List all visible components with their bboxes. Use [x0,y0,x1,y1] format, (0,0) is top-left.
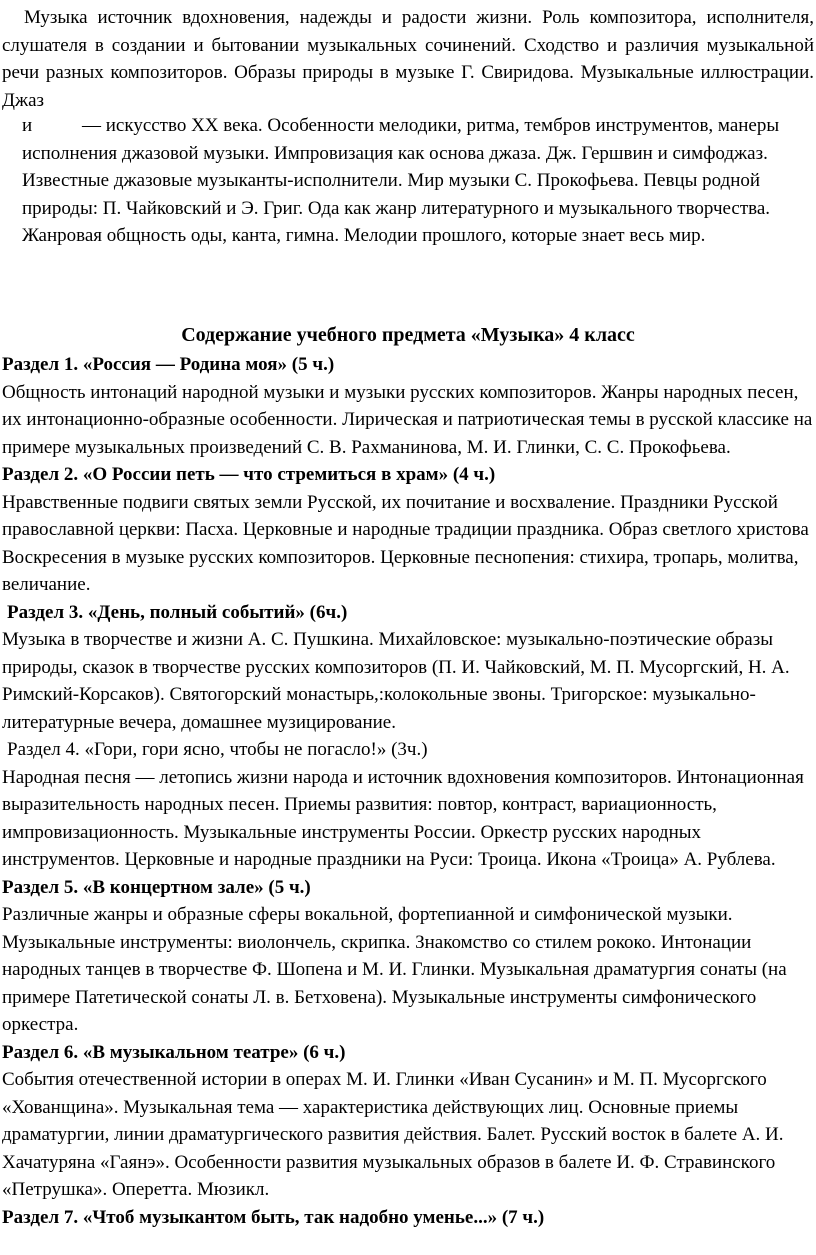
section-3-body: Музыка в творчестве и жизни А. С. Пушкина. Михайловское: музыкально-поэтические образы природы, сказок в творчестве русских композиторов (П. И. Чайковский, М. П. Мусоргский, Н. А. Римский-Корсаков). Святогорский монастырь,:колокольные звоны. Тригорское: музыкально-литературные вечера, домашнее музицирование. [2,629,790,733]
section-2-body: Нравственные подвиги святых земли Русской, их почитание и восхваление. Праздники Русской православной церкви: Пасха. Церковные и народные традиции праздника. Образ светлого христова Воскресения в музыке русских композиторов. Церковные песнопения: стихира, тропарь, молитва, величание. [2,491,809,595]
intro-continuation-text: — искусство XX века. Особенности мелодики, ритма, тембров инструментов, манеры исполнения джазовой музыки. Импровизация как основа джаза. Дж. Гершвин и симфоджаз. Известные джазовые музыканты-исполнители. Мир музыки С. Прокофьева. Певцы родной природы: П. Чайковский и Э. Григ. Ода как жанр литературного и музыкального творчества. Жанровая общность оды, канта, гимна. Мелодии прошлого, которые знает весь мир. [22,115,780,246]
section-2-heading: Раздел 2. «О России петь — что стремиться в храм» (4 ч.) [2,464,496,485]
section-7-heading: Раздел 7. «Чтоб музыкантом быть, так надобно уменье...» (7 ч.) [2,1206,545,1228]
section-1-body: Общность интонаций народной музыки и музыки русских композиторов. Жанры народных песен, их интонационно-образные особенности. Лирическая и патриотическая темы в русской классике на примере музыкальных произведений С. В. Рахманинова, М. И. Глинки, С. С. Прокофьева. [2,381,813,458]
section-4-heading: Раздел 4. «Гори, гори ясно, чтобы не погасло!» (3ч.) [7,739,428,760]
intro-paragraph: Музыка источник вдохновения, надежды и радости жизни. Роль композитора, исполнителя, слушателя в создании и бытовании музыкальных сочинений. Сходство и различия музыкальной речи разных композиторов. Образы природы в музыке Г. Свиридова. Музыкальные иллюстрации. Джаз [2,7,814,111]
section-4-body: Народная песня — летопись жизни народа и источник вдохновения композиторов. Интонационная выразительность народных песен. Приемы развития: повтор, контраст, вариационность, импровизационность. Музыкальные инструменты России. Оркестр русских народных инструментов. Церковные и народные праздники на Руси: Троица. Икона «Троица» А. Рублева. [2,766,804,870]
sections-list [2,351,814,1231]
section-3-heading: Раздел 3. «День, полный событий» (6ч.) [7,601,348,623]
intro-lead-word: и [22,115,33,136]
section-5-body: Различные жанры и образные сферы вокальной, фортепианной и симфонической музыки. Музыкальные инструменты: виолончель, скрипка. Знакомство со стилем рококо. Интонации народных танцев в творчестве Ф. Шопена и М. И. Глинки. Музыкальная драматургия сонаты (на примере Патетической сонаты Л. в. Бетховена). Музыкальные инструменты симфонического оркестра. [2,904,787,1035]
section-6-heading: Раздел 6. «В музыкальном театре» (6 ч.) [2,1041,346,1063]
intro-continuation [22,112,802,250]
section-6-body: События отечественной истории в операх М. И. Глинки «Иван Сусанин» и М. П. Мусоргского «Хованщина». Музыкальная тема — характеристика действующих лиц. Основные приемы драматургии, линии драматургического развития действия. Балет. Русский восток в балете А. И. Хачатуряна «Гаянэ». Особенности развития музыкальных образов в балете И. Ф. Стравинского «Петрушка». Оперетта. Мюзикл. [2,1069,784,1200]
section-1-heading: Раздел 1. «Россия — Родина моя» (5 ч.) [2,354,335,375]
page-title: Содержание учебного предмета «Музыка» 4 класс [181,324,635,346]
section-5-heading: Раздел 5. «В концертном зале» (5 ч.) [2,876,311,898]
